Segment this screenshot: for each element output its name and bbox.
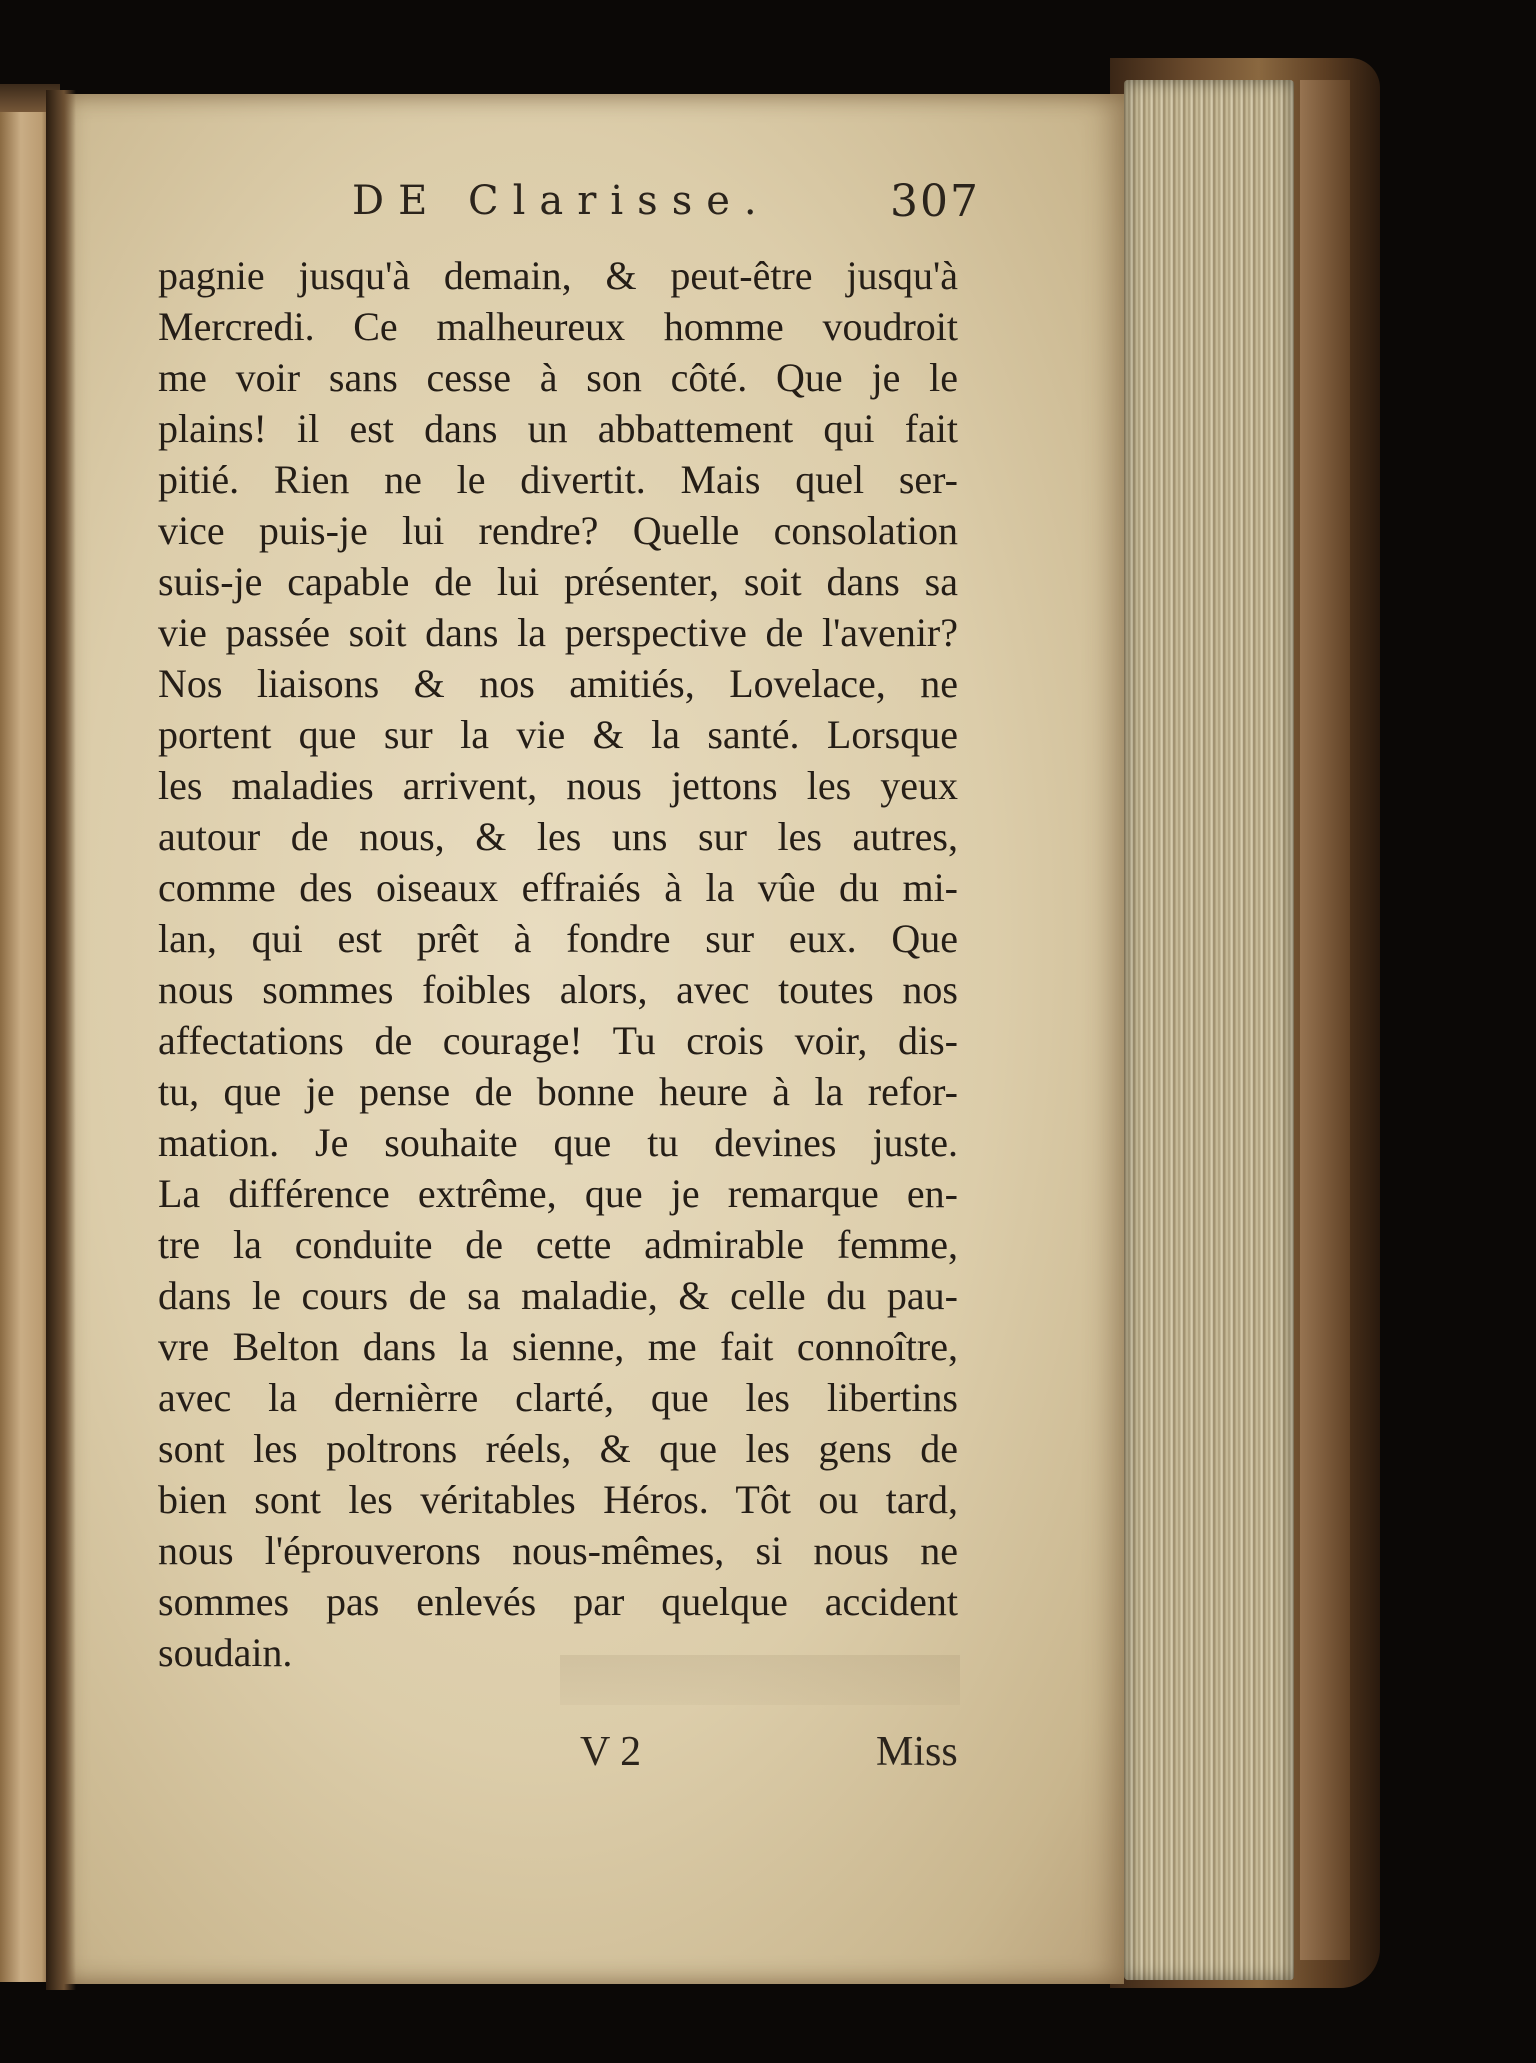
text-line: nous sommes foibles alors, avec toutes nos (158, 967, 958, 1012)
show-through-text (560, 1655, 960, 1705)
text-line: affectations de courage! Tu crois voir, dis- (158, 1018, 958, 1063)
text-line: dans le cours de sa maladie, & celle du pau- (158, 1273, 958, 1318)
text-line: autour de nous, & les uns sur les autres, (158, 814, 958, 859)
body-text (158, 250, 958, 1678)
catchword: Miss (876, 1729, 958, 1775)
running-head-prefix: DE (352, 178, 442, 224)
text-line: mation. Je souhaite que tu devines juste. (158, 1120, 958, 1165)
text-line: Nos liaisons & nos amitiés, Lovelace, ne (158, 661, 958, 706)
text-line: La différence extrême, que je remarque en- (158, 1171, 958, 1216)
text-line: sont les poltrons réels, & que les gens de (158, 1426, 958, 1471)
text-line: plains! il est dans un abbattement qui fait (158, 406, 958, 451)
signature-mark: V 2 (580, 1729, 642, 1775)
text-line: soudain. (158, 1630, 293, 1675)
text-line: nous l'éprouverons nous-mêmes, si nous ne (158, 1528, 958, 1573)
text-line: Mercredi. Ce malheureux homme voudroit (158, 304, 958, 349)
text-line: pagnie jusqu'à demain, & peut-être jusqu'à (158, 253, 958, 298)
page-block-edges (1124, 80, 1294, 1980)
facing-page-edge (0, 112, 52, 1982)
text-line: bien sont les véritables Héros. Tôt ou tard, (158, 1477, 958, 1522)
text-line: me voir sans cesse à son côté. Que je le (158, 355, 958, 400)
text-line: pitié. Rien ne le divertit. Mais quel ser- (158, 457, 958, 502)
text-line: lan, qui est prêt à fondre sur eux. Que (158, 916, 958, 961)
text-line: avec la dernièrre clarté, que les libertins (158, 1375, 958, 1420)
text-line: sommes pas enlevés par quelque accident (158, 1579, 958, 1624)
text-line: portent que sur la vie & la santé. Lorsque (158, 712, 958, 757)
text-line: les maladies arrivent, nous jettons les yeux (158, 763, 958, 808)
text-line: comme des oiseaux effraiés à la vûe du mi- (158, 865, 958, 910)
text-line: vice puis-je lui rendre? Quelle consolation (158, 508, 958, 553)
text-line: vre Belton dans la sienne, me fait connoître, (158, 1324, 958, 1369)
running-head (352, 178, 771, 224)
page-number: 307 (890, 176, 980, 227)
binding-gutter (46, 90, 76, 1990)
cover-spine-edge (1300, 80, 1350, 1960)
running-head-title: Clarisse. (468, 178, 771, 224)
text-line: vie passée soit dans la perspective de l'avenir? (158, 610, 958, 655)
text-line: suis-je capable de lui présenter, soit dans sa (158, 559, 958, 604)
text-line: tre la conduite de cette admirable femme, (158, 1222, 958, 1267)
text-line: tu, que je pense de bonne heure à la refor- (158, 1069, 958, 1114)
